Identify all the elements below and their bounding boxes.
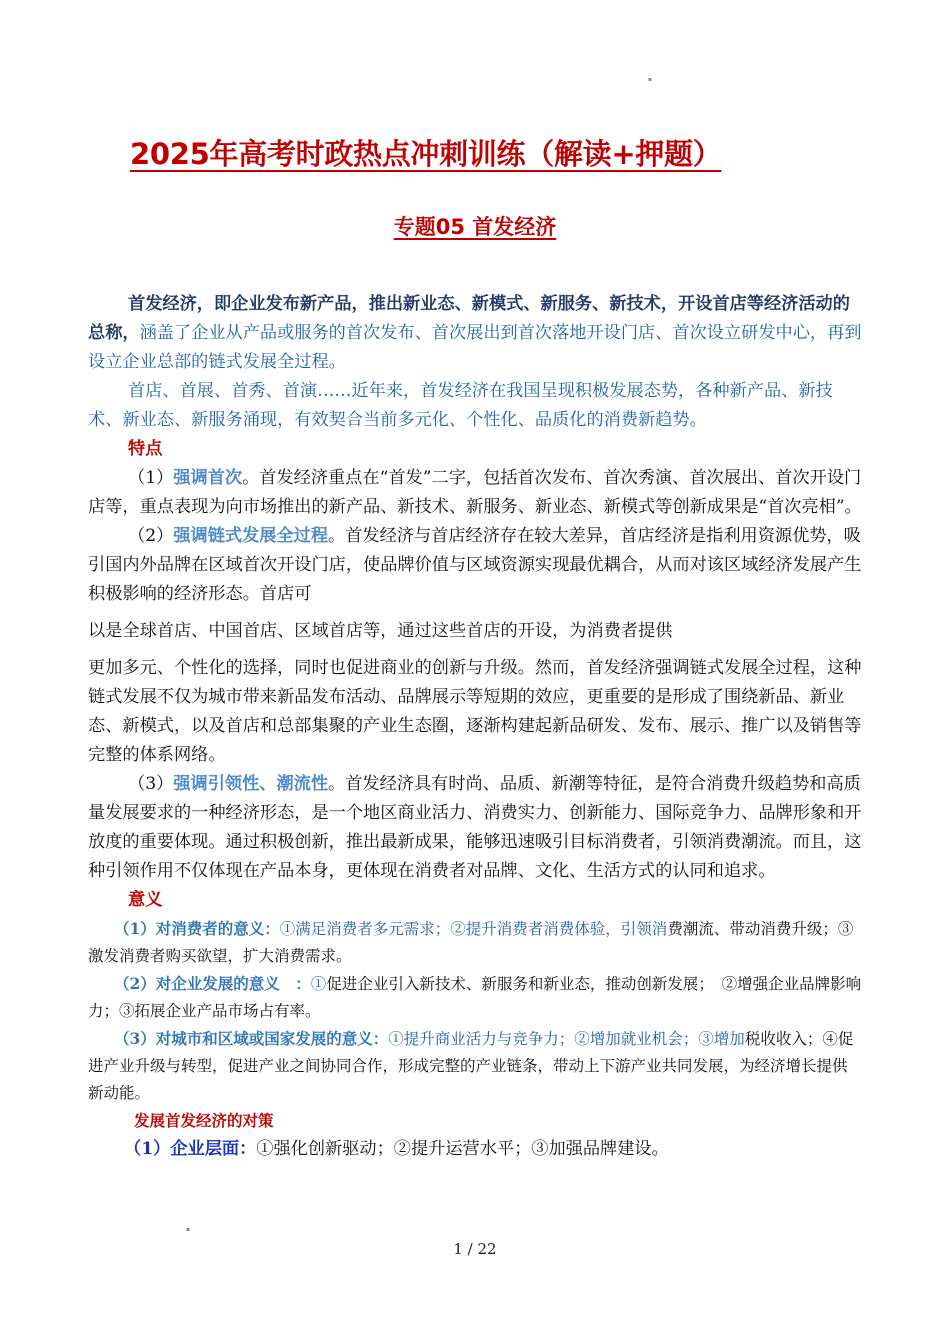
feature-2-head: 强调链式发展全过程: [173, 526, 329, 546]
paragraph-2: 首店、首展、首秀、首演……近年来，首发经济在我国呈现积极发展态势，各种新产品、新技术、新业态、新服务涌现，有效契合当前多元化、个性化、品质化的消费新趋势。: [88, 381, 833, 430]
feature-3-num: （3）: [128, 774, 174, 794]
countermeasure-1-head: （1）企业层面：: [124, 1139, 257, 1159]
page-subtitle: 专题05 首发经济: [393, 215, 557, 239]
significance-1-head: （1）对消费者的意义：: [114, 919, 280, 938]
feature-1: [88, 464, 862, 522]
feature-2: [88, 522, 862, 609]
significance-1-blue: ①满足消费者多元需求；②提升消费者消费体验，引领消: [279, 920, 668, 938]
significance-1: [88, 915, 862, 970]
feature-2-text-a: 。首发经济与首店经济存在较大差异，首店经济是指利用资源优势，吸引国内外品牌在区域首次开设门店，使品牌价值与区域资源实现最优耦合，从而对该区域经济发展产生积极影响的经济形态。首店可: [88, 526, 862, 604]
intro-paragraph: [88, 290, 862, 377]
feature-3-text: 。首发经济具有时尚、品质、新潮等特征，是符合消费升级趋势和高质量发展要求的一种经济形态，是一个地区商业活力、消费实力、创新能力、国际竞争力、品牌形象和开放度的重要体现。通过积极创新，推出最新成果，能够迅速吸引目标消费者，引领消费潮流。而且，这种引领作用不仅体现在产品本身，更体现在消费者对品牌、文化、生活方式的认同和追求。: [88, 774, 862, 881]
significance-heading: 意义: [128, 890, 163, 910]
significance-2-head: （2）对企业发展的意义 ：: [114, 974, 311, 993]
significance-3: [88, 1025, 862, 1107]
dot-mark: ▪: [186, 1226, 191, 1233]
feature-1-head: 强调首次: [173, 468, 243, 488]
significance-2-text: 促进企业引入新技术、新服务和新业态，推动创新发展； ②增强企业品牌影响力；③拓展企业产品市场占有率。: [88, 975, 862, 1020]
document-body: [88, 290, 862, 1164]
feature-2-text-c: 更加多元、个性化的选择，同时也促进商业的创新与升级。然而，首发经济强调链式发展全过程，这种链式发展不仅为城市带来新品发布活动、品牌展示等短期的效应，更重要的是形成了围绕新品、新业态、新模式，以及首店和总部集聚的产业生态圈，逐渐构建起新品研发、发布、展示、推广以及销售等完整的体系网络。: [88, 658, 862, 765]
features-heading: 特点: [128, 439, 163, 459]
feature-2-line-b: 以是全球首店、中国首店、区域首店等，通过这些首店的开设，为消费者提供: [88, 621, 673, 641]
feature-2-num: （2）: [128, 526, 174, 546]
intro-rest: 涵盖了企业从产品或服务的首次发布、首次展出到首次落地开设门店、首次设立研发中心，再到设立企业总部的链式发展全过程。: [88, 323, 862, 372]
feature-3-head: 强调引领性、潮流性: [173, 774, 329, 794]
dot-mark: ▪: [648, 76, 653, 83]
significance-1-text: 费潮流、带动消费升级；③激发消费者购买欲望，扩大消费需求。: [88, 920, 854, 965]
feature-1-num: （1）: [128, 468, 174, 488]
countermeasure-1-text: ①强化创新驱动；②提升运营水平；③加强品牌建设。: [256, 1139, 669, 1159]
intro-bold: 首发经济，即企业发布新产品，推出新业态、新模式、新服务、新技术，开设首店等经济活动的总称，: [88, 294, 850, 343]
significance-3-blue: ①提升商业活力与竞争力；②增加就业机会；③增加: [388, 1030, 745, 1048]
countermeasure-1: [88, 1134, 862, 1164]
significance-2: [88, 970, 862, 1025]
feature-3: [88, 770, 862, 886]
significance-3-head: （3）对城市和区域或国家发展的意义：: [114, 1029, 389, 1048]
page-number: 1 / 22: [453, 1240, 497, 1258]
countermeasures-heading: 发展首发经济的对策: [134, 1111, 274, 1130]
page-title: 2025年高考时政热点冲刺训练（解读+押题）: [130, 137, 722, 171]
significance-2-blue: ①: [310, 975, 327, 993]
significance-3-text: 税收收入；④促进产业升级与转型，促进产业之间协同合作，形成完整的产业链条，带动上下游产业共同发展，为经济增长提供新动能。: [88, 1030, 854, 1102]
feature-1-text: 。首发经济重点在“首发”二字，包括首次发布、首次秀演、首次展出、首次开设门店等，重点表现为向市场推出的新产品、新技术、新服务、新业态、新模式等创新成果是“首次亮相”。: [88, 468, 862, 517]
